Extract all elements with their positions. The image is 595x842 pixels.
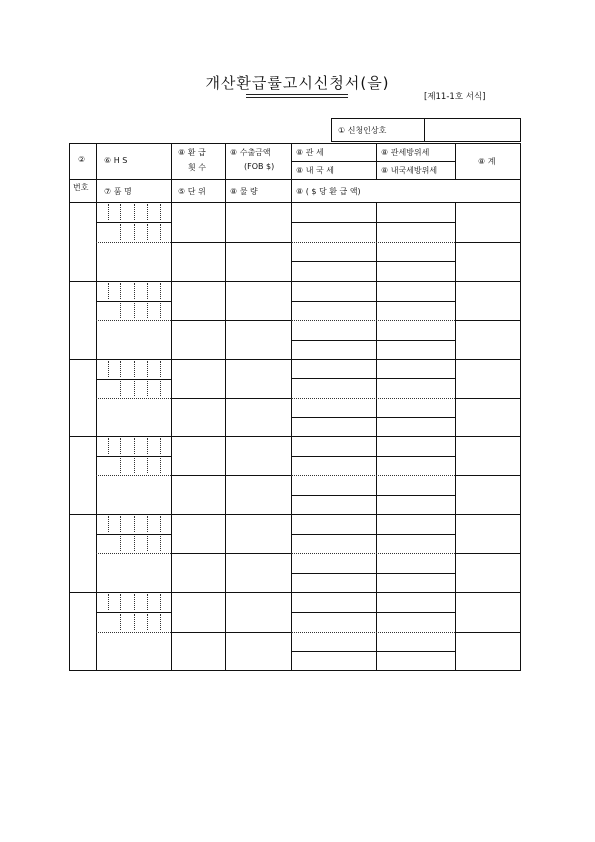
hs-digit-divider	[147, 516, 148, 532]
hs-digit-divider	[160, 594, 161, 610]
hs-digit-divider	[160, 283, 161, 299]
hs-item-divider	[96, 553, 171, 554]
hs-digit-divider	[134, 204, 135, 220]
tax-row-line	[291, 417, 455, 418]
hs-item-divider	[96, 398, 171, 399]
hs-digit-divider	[147, 536, 148, 551]
header-export-amount-2: (FOB $)	[244, 162, 275, 171]
header-per-refund: ⑧ ( $ 당 환 급 액)	[296, 187, 361, 196]
hs-digit-divider	[120, 516, 121, 532]
entry-mid-line	[171, 632, 291, 633]
hs-digit-divider	[120, 458, 121, 473]
entry-separator	[69, 436, 521, 437]
tax-row-line	[291, 573, 455, 574]
hs-row-line	[96, 222, 171, 223]
hs-digit-divider	[147, 303, 148, 318]
hs-digit-divider	[108, 283, 109, 299]
header-domestic-tax: ⑧ 내 국 세	[296, 166, 334, 175]
title-underline	[246, 94, 348, 95]
tax-row-line	[291, 456, 455, 457]
hs-digit-divider	[120, 303, 121, 318]
form-number: [제11-1호 서식]	[424, 92, 486, 102]
header-customs-defense: ⑧ 관세방위세	[381, 148, 430, 157]
hs-row-line	[96, 456, 171, 457]
hs-digit-divider	[160, 438, 161, 454]
total-row-line	[455, 320, 521, 321]
entry-separator	[69, 359, 521, 360]
tax-row-line	[291, 261, 455, 262]
hs-digit-divider	[134, 536, 135, 551]
tax-row-line	[291, 495, 455, 496]
hs-item-divider	[96, 242, 171, 243]
hs-digit-divider	[147, 381, 148, 396]
hs-digit-divider	[120, 381, 121, 396]
hs-digit-divider	[147, 614, 148, 630]
hs-digit-divider	[134, 381, 135, 396]
header-hs: ⑥ H S	[104, 156, 128, 165]
hs-digit-divider	[134, 438, 135, 454]
hs-digit-divider	[120, 224, 121, 240]
col-line-tax-head	[376, 143, 377, 179]
hs-digit-divider	[147, 361, 148, 377]
header-domestic-defense: ⑧ 내국세방위세	[381, 166, 438, 175]
hs-digit-divider	[160, 381, 161, 396]
applicant-label: ① 신청인상호	[338, 126, 387, 135]
entry-mid-line	[171, 398, 291, 399]
hs-digit-divider	[134, 614, 135, 630]
hs-digit-divider	[160, 204, 161, 220]
hs-item-divider	[96, 475, 171, 476]
header-number: 번호	[73, 183, 89, 192]
total-row-line	[455, 632, 521, 633]
hs-digit-divider	[120, 438, 121, 454]
total-row-line	[455, 475, 521, 476]
tax-row-line	[291, 340, 455, 341]
header-refund-count-1: ⑧ 환 급	[178, 148, 206, 157]
header-total: ⑧ 계	[478, 157, 496, 166]
total-row-line	[455, 398, 521, 399]
hs-item-divider	[96, 632, 171, 633]
hs-digit-divider	[108, 594, 109, 610]
entry-mid-line	[171, 475, 291, 476]
hs-digit-divider	[134, 224, 135, 240]
hs-digit-divider	[108, 361, 109, 377]
hs-digit-divider	[160, 303, 161, 318]
header-unit: ⑤ 단 위	[178, 187, 206, 196]
header-line-1	[69, 179, 521, 180]
hs-digit-divider	[160, 361, 161, 377]
tax-row-line	[291, 612, 455, 613]
hs-digit-divider	[108, 516, 109, 532]
total-row-line	[455, 242, 521, 243]
title-underline-2	[246, 97, 348, 98]
hs-digit-divider	[134, 303, 135, 318]
form-title: 개산환급률고시신청서(을)	[205, 74, 390, 92]
hs-digit-divider	[120, 594, 121, 610]
hs-row-line	[96, 612, 171, 613]
hs-digit-divider	[147, 458, 148, 473]
header-customs: ⑧ 관 세	[296, 148, 324, 157]
entry-separator	[69, 592, 521, 593]
hs-digit-divider	[134, 594, 135, 610]
hs-digit-divider	[160, 536, 161, 551]
header-quantity: ⑧ 물 량	[230, 187, 258, 196]
hs-digit-divider	[147, 594, 148, 610]
tax-row-line	[291, 378, 455, 379]
entry-mid-line	[171, 553, 291, 554]
hs-digit-divider	[134, 361, 135, 377]
tax-row-line	[291, 534, 455, 535]
header-number-mark: ②	[78, 155, 86, 164]
entry-separator	[69, 281, 521, 282]
hs-row-line	[96, 301, 171, 302]
hs-digit-divider	[160, 516, 161, 532]
hs-digit-divider	[160, 224, 161, 240]
entry-mid-line	[171, 320, 291, 321]
hs-digit-divider	[120, 361, 121, 377]
hs-digit-divider	[147, 438, 148, 454]
hs-digit-divider	[120, 204, 121, 220]
header-item-name: ⑦ 품 명	[104, 187, 132, 196]
tax-row-line	[291, 222, 455, 223]
hs-row-line	[96, 534, 171, 535]
col-line-total-head	[455, 143, 456, 179]
header-export-amount-1: ⑧ 수출금액	[230, 148, 271, 157]
entry-mid-line	[171, 242, 291, 243]
hs-digit-divider	[108, 204, 109, 220]
hs-digit-divider	[147, 204, 148, 220]
hs-digit-divider	[160, 614, 161, 630]
header-line-mid	[291, 161, 455, 162]
hs-digit-divider	[147, 224, 148, 240]
hs-digit-divider	[120, 536, 121, 551]
total-row-line	[455, 553, 521, 554]
entry-separator	[69, 514, 521, 515]
header-refund-count-2: 횟 수	[188, 163, 206, 172]
hs-digit-divider	[160, 458, 161, 473]
header-line-2	[69, 202, 521, 203]
hs-digit-divider	[120, 614, 121, 630]
hs-digit-divider	[134, 516, 135, 532]
hs-digit-divider	[134, 283, 135, 299]
hs-digit-divider	[120, 283, 121, 299]
hs-digit-divider	[108, 438, 109, 454]
applicant-name-field[interactable]	[425, 119, 520, 141]
hs-digit-divider	[134, 458, 135, 473]
hs-digit-divider	[147, 283, 148, 299]
hs-row-line	[96, 379, 171, 380]
tax-row-line	[291, 301, 455, 302]
tax-row-line	[291, 651, 455, 652]
hs-item-divider	[96, 320, 171, 321]
